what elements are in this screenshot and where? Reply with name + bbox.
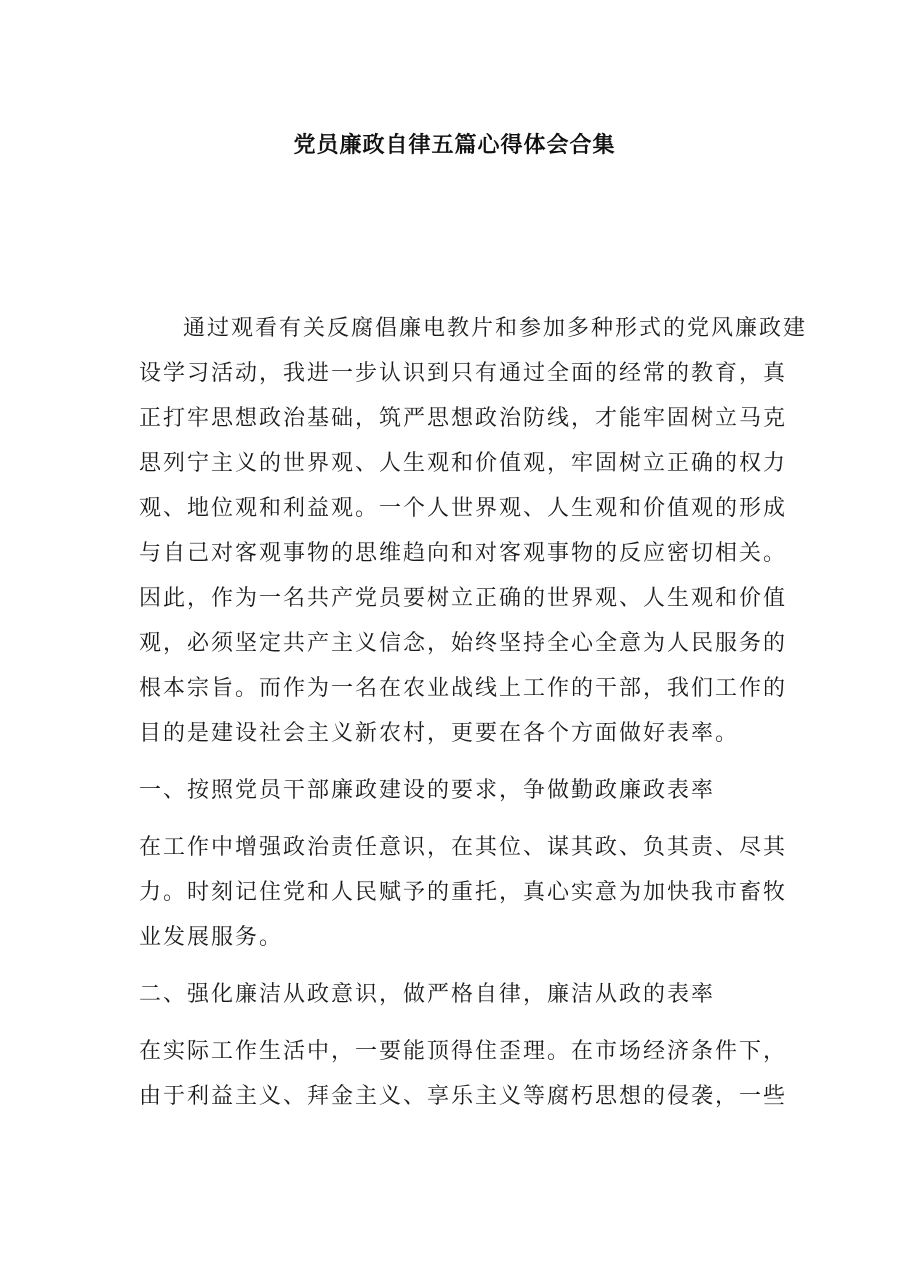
text-line: 通过观看有关反腐倡廉电教片和参加多种形式的党风廉政建 [183, 316, 808, 341]
text-line: 观，必须坚定共产主义信念，始终坚持全心全意为人民服务的 [139, 631, 788, 656]
text-line: 与自己对客观事物的思维趋向和对客观事物的反应密切相关。 [139, 541, 788, 566]
text-line: 正打牢思想政治基础，筑严思想政治防线，才能牢固树立马克 [139, 406, 788, 431]
paragraph-section-1 [139, 825, 788, 960]
text-line: 在工作中增强政治责任意识，在其位、谋其政、负其责、尽其 [139, 835, 788, 860]
text-line: 根本宗旨。而作为一名在农业战线上工作的干部，我们工作的 [139, 676, 788, 701]
text-line: 在实际工作生活中，一要能顶得住歪理。在市场经济条件下， [139, 1039, 788, 1064]
section-heading-2 [139, 972, 771, 1017]
text-line: 观、地位观和利益观。一个人世界观、人生观和价值观的形成 [139, 496, 788, 521]
document-title: 党员廉政自律五篇心得体会合集 [293, 133, 616, 158]
heading-line: 二、强化廉洁从政意识，做严格自律，廉洁从政的表率 [139, 982, 716, 1007]
text-line: 设学习活动，我进一步认识到只有通过全面的经常的教育，真 [139, 361, 788, 386]
paragraph-spacer [139, 1017, 771, 1029]
paragraph-spacer [139, 813, 771, 825]
heading-line: 一、按照党员干部廉政建设的要求，争做勤政廉政表率 [139, 778, 716, 803]
text-line: 目的是建设社会主义新农村，更要在各个方面做好表率。 [139, 721, 740, 746]
text-line: 思列宁主义的世界观、人生观和价值观，牢固树立正确的权力 [139, 451, 788, 476]
text-line: 因此，作为一名共产党员要树立正确的世界观、人生观和价值 [139, 586, 788, 611]
paragraph-spacer [139, 960, 771, 972]
text-line: 由于利益主义、拜金主义、享乐主义等腐朽思想的侵袭，一些 [139, 1084, 788, 1109]
section-heading-1 [139, 768, 771, 813]
document-body [139, 306, 808, 1119]
paragraph-spacer [139, 756, 771, 768]
text-line: 业发展服务。 [139, 925, 284, 950]
paragraph-section-2 [139, 1029, 788, 1119]
text-line: 力。时刻记住党和人民赋予的重托，真心实意为加快我市畜牧 [139, 880, 788, 905]
paragraph-intro [139, 306, 808, 756]
